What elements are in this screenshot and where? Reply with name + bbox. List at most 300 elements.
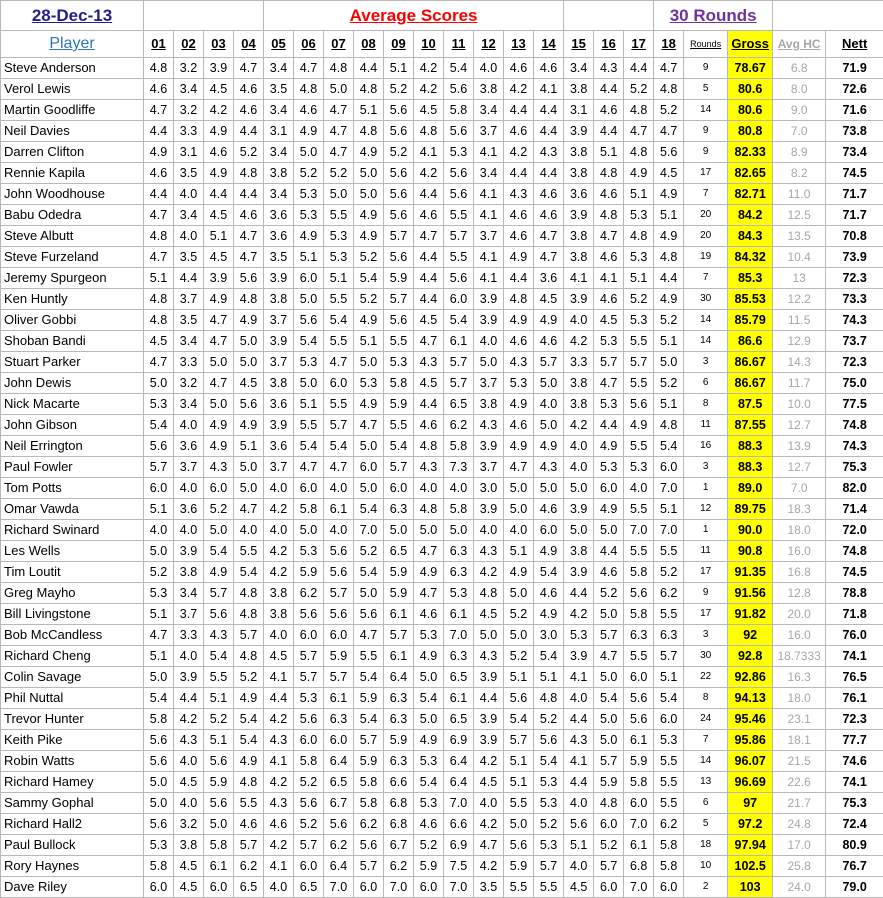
player-name: Richard Hamey bbox=[1, 772, 144, 793]
hole-score: 3.9 bbox=[264, 415, 294, 436]
hole-score: 4.9 bbox=[234, 415, 264, 436]
nett-score: 71.9 bbox=[826, 58, 883, 79]
hole-score: 4.6 bbox=[144, 163, 174, 184]
hole-score: 5.1 bbox=[624, 184, 654, 205]
hole-score: 4.6 bbox=[414, 415, 444, 436]
hole-score: 6.2 bbox=[294, 583, 324, 604]
nett-score: 76.1 bbox=[826, 688, 883, 709]
hole-score: 5.4 bbox=[354, 562, 384, 583]
hole-12-header: 12 bbox=[474, 31, 504, 58]
hole-score: 5.0 bbox=[324, 184, 354, 205]
hole-score: 5.0 bbox=[294, 373, 324, 394]
hole-score: 4.7 bbox=[234, 226, 264, 247]
hole-score: 4.9 bbox=[234, 310, 264, 331]
rounds-played: 11 bbox=[684, 415, 728, 436]
hole-score: 4.9 bbox=[504, 310, 534, 331]
nett-score: 77.7 bbox=[826, 730, 883, 751]
hole-score: 6.9 bbox=[444, 835, 474, 856]
player-row bbox=[1, 436, 883, 457]
report-title: Average Scores bbox=[264, 1, 564, 31]
hole-score: 5.0 bbox=[354, 184, 384, 205]
hole-score: 5.2 bbox=[534, 814, 564, 835]
hole-score: 5.5 bbox=[654, 604, 684, 625]
hole-score: 4.0 bbox=[174, 184, 204, 205]
hole-score: 4.9 bbox=[294, 226, 324, 247]
nett-score: 72.3 bbox=[826, 268, 883, 289]
avg-handicap: 21.5 bbox=[773, 751, 826, 772]
hole-score: 4.2 bbox=[264, 709, 294, 730]
column-header-row bbox=[1, 31, 883, 58]
hole-score: 4.0 bbox=[264, 625, 294, 646]
hole-score: 4.9 bbox=[204, 562, 234, 583]
hole-score: 5.2 bbox=[384, 142, 414, 163]
hole-score: 5.9 bbox=[504, 856, 534, 877]
hole-score: 4.5 bbox=[144, 331, 174, 352]
rounds-played: 20 bbox=[684, 226, 728, 247]
hole-score: 5.0 bbox=[144, 667, 174, 688]
hole-score: 4.6 bbox=[414, 205, 444, 226]
hole-score: 5.1 bbox=[654, 667, 684, 688]
hole-score: 5.5 bbox=[624, 499, 654, 520]
hole-score: 4.2 bbox=[264, 499, 294, 520]
hole-score: 3.7 bbox=[474, 121, 504, 142]
hole-score: 3.9 bbox=[474, 730, 504, 751]
hole-score: 4.8 bbox=[234, 289, 264, 310]
hole-score: 3.8 bbox=[264, 604, 294, 625]
hole-score: 3.9 bbox=[204, 58, 234, 79]
hole-score: 4.6 bbox=[594, 100, 624, 121]
hole-score: 5.5 bbox=[354, 646, 384, 667]
hole-score: 4.0 bbox=[174, 520, 204, 541]
hole-score: 5.6 bbox=[384, 310, 414, 331]
hole-score: 4.5 bbox=[414, 100, 444, 121]
nett-score: 74.1 bbox=[826, 772, 883, 793]
gross-score: 96.69 bbox=[728, 772, 773, 793]
hole-07-header: 07 bbox=[324, 31, 354, 58]
hole-score: 4.9 bbox=[204, 163, 234, 184]
hole-score: 5.7 bbox=[594, 625, 624, 646]
hole-score: 3.1 bbox=[264, 121, 294, 142]
rounds-played: 17 bbox=[684, 604, 728, 625]
hole-score: 4.4 bbox=[234, 121, 264, 142]
hole-score: 4.9 bbox=[624, 415, 654, 436]
rounds-played: 22 bbox=[684, 667, 728, 688]
hole-score: 5.8 bbox=[384, 373, 414, 394]
hole-score: 4.0 bbox=[324, 520, 354, 541]
player-name: Steve Albutt bbox=[1, 226, 144, 247]
hole-score: 5.0 bbox=[594, 709, 624, 730]
rounds-played: 30 bbox=[684, 289, 728, 310]
nett-score: 82.0 bbox=[826, 478, 883, 499]
hole-score: 4.4 bbox=[564, 583, 594, 604]
player-name: Richard Cheng bbox=[1, 646, 144, 667]
avg-handicap: 16.0 bbox=[773, 625, 826, 646]
hole-score: 4.9 bbox=[204, 436, 234, 457]
hole-score: 4.0 bbox=[564, 457, 594, 478]
hole-score: 5.6 bbox=[444, 163, 474, 184]
hole-03-header: 03 bbox=[204, 31, 234, 58]
hole-score: 3.8 bbox=[564, 247, 594, 268]
rounds-played: 7 bbox=[684, 268, 728, 289]
hole-score: 4.9 bbox=[534, 310, 564, 331]
hole-score: 6.0 bbox=[294, 625, 324, 646]
avg-handicap: 13.5 bbox=[773, 226, 826, 247]
hole-score: 4.3 bbox=[414, 352, 444, 373]
hole-score: 5.3 bbox=[624, 310, 654, 331]
hole-score: 4.1 bbox=[564, 751, 594, 772]
hole-score: 4.9 bbox=[594, 499, 624, 520]
nett-score: 76.5 bbox=[826, 667, 883, 688]
hole-score: 5.0 bbox=[234, 352, 264, 373]
hole-score: 3.9 bbox=[474, 499, 504, 520]
hole-score: 5.0 bbox=[204, 352, 234, 373]
hole-score: 4.1 bbox=[414, 142, 444, 163]
avg-handicap: 12.5 bbox=[773, 205, 826, 226]
hole-score: 6.0 bbox=[654, 457, 684, 478]
avg-handicap: 12.7 bbox=[773, 415, 826, 436]
hole-score: 5.0 bbox=[354, 583, 384, 604]
hole-score: 4.0 bbox=[504, 520, 534, 541]
hole-score: 5.1 bbox=[564, 835, 594, 856]
rounds-played: 8 bbox=[684, 688, 728, 709]
hole-score: 5.0 bbox=[384, 520, 414, 541]
nett-score: 74.8 bbox=[826, 415, 883, 436]
hole-score: 5.1 bbox=[504, 751, 534, 772]
nett-score: 74.6 bbox=[826, 751, 883, 772]
player-name: Greg Mayho bbox=[1, 583, 144, 604]
rounds-played: 9 bbox=[684, 583, 728, 604]
hole-score: 5.7 bbox=[504, 730, 534, 751]
player-row bbox=[1, 667, 883, 688]
hole-score: 5.0 bbox=[474, 352, 504, 373]
hole-score: 4.7 bbox=[234, 499, 264, 520]
rounds-played: 16 bbox=[684, 436, 728, 457]
hole-score: 4.1 bbox=[564, 667, 594, 688]
hole-score: 6.2 bbox=[354, 814, 384, 835]
hole-score: 7.0 bbox=[444, 877, 474, 898]
hole-score: 4.1 bbox=[474, 247, 504, 268]
hole-score: 4.6 bbox=[144, 79, 174, 100]
hole-score: 5.6 bbox=[384, 163, 414, 184]
rounds-played: 20 bbox=[684, 205, 728, 226]
hole-score: 4.8 bbox=[144, 58, 174, 79]
hole-score: 5.3 bbox=[624, 247, 654, 268]
hole-score: 3.2 bbox=[174, 373, 204, 394]
avg-handicap: 18.7333 bbox=[773, 646, 826, 667]
hole-score: 4.6 bbox=[504, 331, 534, 352]
gross-score: 80.8 bbox=[728, 121, 773, 142]
hole-score: 4.2 bbox=[414, 58, 444, 79]
avg-handicap: 18.0 bbox=[773, 688, 826, 709]
hole-score: 4.8 bbox=[234, 772, 264, 793]
title-row bbox=[1, 1, 883, 31]
hole-score: 5.2 bbox=[294, 772, 324, 793]
gross-score: 85.79 bbox=[728, 310, 773, 331]
gross-score: 82.65 bbox=[728, 163, 773, 184]
hole-score: 5.0 bbox=[324, 79, 354, 100]
hole-score: 5.9 bbox=[384, 268, 414, 289]
hole-score: 4.7 bbox=[324, 100, 354, 121]
hole-score: 4.4 bbox=[414, 394, 444, 415]
hole-score: 4.0 bbox=[174, 646, 204, 667]
hole-score: 5.2 bbox=[294, 163, 324, 184]
rounds-count: 30 bbox=[670, 6, 689, 25]
hole-score: 3.4 bbox=[264, 100, 294, 121]
hole-score: 5.3 bbox=[504, 373, 534, 394]
hole-score: 5.5 bbox=[624, 436, 654, 457]
hole-score: 5.4 bbox=[204, 541, 234, 562]
hole-score: 3.4 bbox=[174, 331, 204, 352]
hole-score: 5.3 bbox=[594, 331, 624, 352]
hole-score: 5.3 bbox=[324, 226, 354, 247]
hole-score: 5.8 bbox=[354, 793, 384, 814]
hole-score: 4.9 bbox=[624, 163, 654, 184]
player-name: Trevor Hunter bbox=[1, 709, 144, 730]
player-row bbox=[1, 310, 883, 331]
player-row bbox=[1, 79, 883, 100]
player-name: Richard Hall2 bbox=[1, 814, 144, 835]
hole-score: 4.5 bbox=[594, 310, 624, 331]
hole-score: 4.8 bbox=[594, 163, 624, 184]
hole-score: 4.6 bbox=[504, 205, 534, 226]
hole-score: 4.4 bbox=[174, 268, 204, 289]
hole-score: 4.8 bbox=[654, 247, 684, 268]
hole-score: 6.0 bbox=[594, 478, 624, 499]
hole-score: 5.6 bbox=[564, 814, 594, 835]
gross-score: 91.82 bbox=[728, 604, 773, 625]
hole-score: 5.8 bbox=[144, 856, 174, 877]
player-row bbox=[1, 121, 883, 142]
hole-score: 6.4 bbox=[324, 856, 354, 877]
hole-score: 5.8 bbox=[444, 499, 474, 520]
hole-score: 4.4 bbox=[174, 688, 204, 709]
hole-score: 5.5 bbox=[654, 751, 684, 772]
player-name: Darren Clifton bbox=[1, 142, 144, 163]
player-name: Steve Furzeland bbox=[1, 247, 144, 268]
hole-score: 5.3 bbox=[294, 352, 324, 373]
hole-score: 4.0 bbox=[444, 478, 474, 499]
hole-score: 4.6 bbox=[204, 142, 234, 163]
hole-score: 5.7 bbox=[594, 751, 624, 772]
hole-score: 4.8 bbox=[354, 121, 384, 142]
hole-01-header: 01 bbox=[144, 31, 174, 58]
hole-score: 3.7 bbox=[264, 310, 294, 331]
hole-score: 6.6 bbox=[444, 814, 474, 835]
hole-score: 5.7 bbox=[384, 625, 414, 646]
hole-score: 4.9 bbox=[504, 394, 534, 415]
hole-score: 5.6 bbox=[444, 184, 474, 205]
hole-score: 4.8 bbox=[234, 604, 264, 625]
gross-score: 90.0 bbox=[728, 520, 773, 541]
hole-score: 5.7 bbox=[144, 457, 174, 478]
gross-score: 89.75 bbox=[728, 499, 773, 520]
hole-score: 5.2 bbox=[414, 835, 444, 856]
nett-score: 75.3 bbox=[826, 793, 883, 814]
hole-score: 4.7 bbox=[534, 226, 564, 247]
rounds-played: 17 bbox=[684, 562, 728, 583]
hole-score: 4.0 bbox=[234, 520, 264, 541]
hole-score: 5.5 bbox=[384, 415, 414, 436]
hole-score: 5.4 bbox=[294, 331, 324, 352]
hole-score: 4.5 bbox=[654, 163, 684, 184]
player-row bbox=[1, 835, 883, 856]
hole-score: 4.9 bbox=[504, 436, 534, 457]
hole-score: 4.4 bbox=[504, 163, 534, 184]
hole-score: 4.6 bbox=[534, 499, 564, 520]
hole-score: 4.8 bbox=[474, 583, 504, 604]
nett-score: 72.0 bbox=[826, 520, 883, 541]
hole-score: 6.0 bbox=[354, 877, 384, 898]
hole-score: 4.7 bbox=[144, 247, 174, 268]
hole-score: 4.3 bbox=[504, 352, 534, 373]
hole-score: 5.0 bbox=[504, 499, 534, 520]
hole-score: 3.8 bbox=[264, 373, 294, 394]
player-row bbox=[1, 583, 883, 604]
hole-score: 4.4 bbox=[354, 58, 384, 79]
hole-score: 4.6 bbox=[534, 58, 564, 79]
hole-score: 4.8 bbox=[354, 79, 384, 100]
hole-02-header: 02 bbox=[174, 31, 204, 58]
hole-score: 6.1 bbox=[384, 604, 414, 625]
player-name: Stuart Parker bbox=[1, 352, 144, 373]
hole-score: 3.7 bbox=[174, 457, 204, 478]
hole-score: 4.1 bbox=[474, 184, 504, 205]
nett-score: 71.8 bbox=[826, 604, 883, 625]
nett-score: 75.0 bbox=[826, 373, 883, 394]
hole-score: 4.6 bbox=[594, 184, 624, 205]
hole-score: 5.3 bbox=[654, 730, 684, 751]
nett-score: 71.4 bbox=[826, 499, 883, 520]
hole-score: 7.0 bbox=[624, 520, 654, 541]
hole-score: 3.5 bbox=[264, 247, 294, 268]
hole-score: 6.3 bbox=[444, 562, 474, 583]
hole-score: 3.4 bbox=[174, 394, 204, 415]
hole-score: 5.0 bbox=[144, 793, 174, 814]
player-row bbox=[1, 520, 883, 541]
nett-score: 73.3 bbox=[826, 289, 883, 310]
hole-score: 3.9 bbox=[564, 205, 594, 226]
hole-score: 6.4 bbox=[384, 667, 414, 688]
hole-score: 5.1 bbox=[144, 646, 174, 667]
hole-score: 4.8 bbox=[624, 100, 654, 121]
hole-score: 4.7 bbox=[354, 625, 384, 646]
rounds-played: 18 bbox=[684, 835, 728, 856]
hole-score: 3.7 bbox=[474, 226, 504, 247]
hole-score: 6.1 bbox=[444, 331, 474, 352]
hole-score: 4.4 bbox=[624, 58, 654, 79]
hole-score: 4.7 bbox=[204, 310, 234, 331]
hole-score: 5.0 bbox=[354, 478, 384, 499]
avg-handicap: 10.0 bbox=[773, 394, 826, 415]
hole-score: 5.8 bbox=[444, 100, 474, 121]
hole-score: 5.4 bbox=[204, 646, 234, 667]
hole-score: 4.4 bbox=[414, 268, 444, 289]
hole-score: 5.5 bbox=[504, 877, 534, 898]
nett-score: 76.7 bbox=[826, 856, 883, 877]
hole-score: 4.9 bbox=[654, 184, 684, 205]
hole-score: 4.6 bbox=[534, 331, 564, 352]
hole-score: 4.5 bbox=[474, 604, 504, 625]
gross-score: 80.6 bbox=[728, 100, 773, 121]
avg-handicap: 16.0 bbox=[773, 541, 826, 562]
hole-score: 5.4 bbox=[414, 772, 444, 793]
hole-score: 4.9 bbox=[414, 562, 444, 583]
hole-score: 4.4 bbox=[414, 289, 444, 310]
hole-score: 3.6 bbox=[534, 268, 564, 289]
hole-score: 5.5 bbox=[294, 415, 324, 436]
hole-score: 5.6 bbox=[324, 814, 354, 835]
hole-score: 6.5 bbox=[384, 541, 414, 562]
hole-score: 5.7 bbox=[234, 625, 264, 646]
hole-score: 4.1 bbox=[264, 667, 294, 688]
hole-score: 4.6 bbox=[234, 205, 264, 226]
gross-score: 102.5 bbox=[728, 856, 773, 877]
player-name: Keith Pike bbox=[1, 730, 144, 751]
hole-08-header: 08 bbox=[354, 31, 384, 58]
hole-score: 4.4 bbox=[144, 121, 174, 142]
hole-04-header: 04 bbox=[234, 31, 264, 58]
hole-score: 4.7 bbox=[324, 352, 354, 373]
hole-score: 5.1 bbox=[594, 142, 624, 163]
hole-score: 4.4 bbox=[264, 688, 294, 709]
nett-column-header: Nett bbox=[826, 31, 883, 58]
rounds-played: 5 bbox=[684, 79, 728, 100]
hole-score: 4.0 bbox=[564, 688, 594, 709]
nett-score: 71.7 bbox=[826, 184, 883, 205]
hole-score: 5.2 bbox=[624, 79, 654, 100]
hole-score: 5.0 bbox=[234, 478, 264, 499]
hole-score: 5.5 bbox=[624, 331, 654, 352]
hole-score: 4.5 bbox=[204, 205, 234, 226]
hole-score: 6.5 bbox=[444, 709, 474, 730]
hole-score: 3.9 bbox=[564, 499, 594, 520]
hole-score: 4.0 bbox=[624, 478, 654, 499]
hole-score: 4.4 bbox=[564, 772, 594, 793]
hole-score: 3.9 bbox=[174, 541, 204, 562]
hole-score: 7.5 bbox=[444, 856, 474, 877]
gross-score: 84.3 bbox=[728, 226, 773, 247]
hole-score: 5.0 bbox=[504, 814, 534, 835]
hole-score: 4.9 bbox=[504, 562, 534, 583]
hole-score: 4.4 bbox=[534, 121, 564, 142]
hole-score: 5.4 bbox=[534, 646, 564, 667]
rounds-played: 10 bbox=[684, 856, 728, 877]
hole-score: 5.7 bbox=[444, 226, 474, 247]
player-row bbox=[1, 205, 883, 226]
avg-handicap: 13.9 bbox=[773, 436, 826, 457]
player-row bbox=[1, 856, 883, 877]
hole-score: 5.6 bbox=[534, 730, 564, 751]
hole-score: 4.6 bbox=[264, 814, 294, 835]
gross-score: 97.2 bbox=[728, 814, 773, 835]
avg-handicap: 10.4 bbox=[773, 247, 826, 268]
hole-score: 4.9 bbox=[534, 604, 564, 625]
hole-score: 5.2 bbox=[234, 667, 264, 688]
hole-score: 4.5 bbox=[264, 646, 294, 667]
hole-score: 4.7 bbox=[474, 835, 504, 856]
hole-score: 5.9 bbox=[294, 562, 324, 583]
hole-score: 4.2 bbox=[264, 835, 294, 856]
hole-score: 4.5 bbox=[414, 373, 444, 394]
player-row bbox=[1, 646, 883, 667]
hole-score: 4.7 bbox=[324, 457, 354, 478]
hole-score: 3.8 bbox=[564, 226, 594, 247]
hole-score: 5.4 bbox=[354, 268, 384, 289]
hole-score: 4.5 bbox=[204, 247, 234, 268]
player-row bbox=[1, 100, 883, 121]
hole-score: 4.0 bbox=[534, 394, 564, 415]
hole-05-header: 05 bbox=[264, 31, 294, 58]
